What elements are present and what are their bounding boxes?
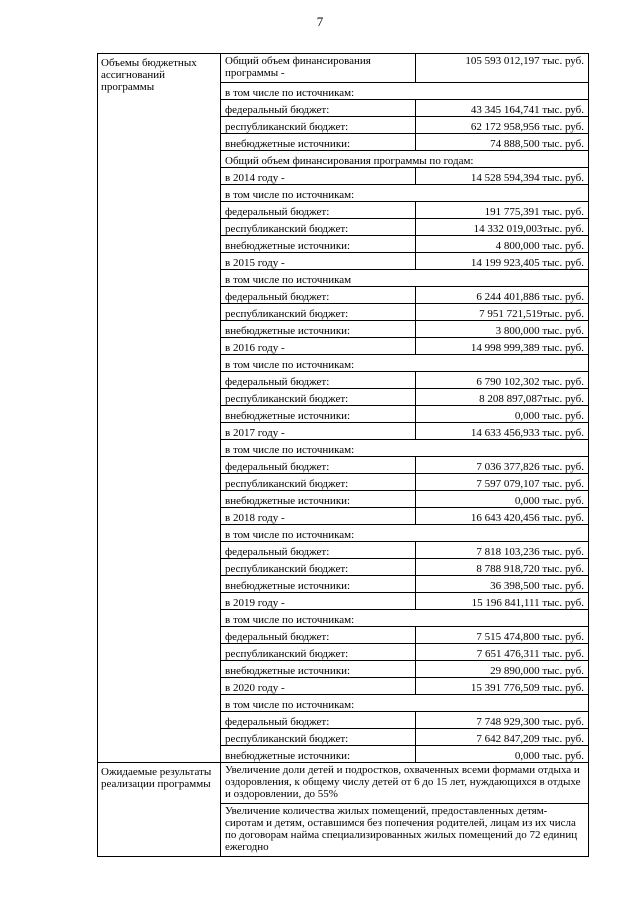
- year-row-value: 15 391 776,509 тыс. руб.: [415, 678, 588, 695]
- year-row-label: в 2018 году -: [221, 508, 415, 525]
- results-row: [98, 763, 589, 857]
- year-sub-row: [221, 610, 588, 627]
- year-source-row: [221, 644, 588, 661]
- year-source-row-label: федеральный бюджет:: [221, 287, 415, 304]
- year-source-row: [221, 236, 588, 253]
- year-sub-row: [221, 355, 588, 372]
- year-row-label: в 2019 году -: [221, 593, 415, 610]
- year-sub-row-text: в том числе по источникам:: [221, 610, 588, 627]
- year-source-row-value: 7 818 103,236 тыс. руб.: [415, 542, 588, 559]
- source-row: [221, 134, 588, 151]
- total-row-value: 105 593 012,197 тыс. руб.: [415, 54, 588, 83]
- year-source-row-label: внебюджетные источники:: [221, 236, 415, 253]
- year-source-row-value: 8 208 897,087тыс. руб.: [415, 389, 588, 406]
- by-source-row: [221, 83, 588, 100]
- year-source-row: [221, 457, 588, 474]
- year-source-row: [221, 372, 588, 389]
- year-source-row-value: 7 748 929,300 тыс. руб.: [415, 712, 588, 729]
- year-source-row: [221, 491, 588, 508]
- total-row-label: Общий объем финансирования программы -: [221, 54, 415, 83]
- year-source-row-label: республиканский бюджет:: [221, 304, 415, 321]
- year-row-label: в 2017 году -: [221, 423, 415, 440]
- year-source-row-label: внебюджетные источники:: [221, 406, 415, 423]
- year-source-row-label: внебюджетные источники:: [221, 491, 415, 508]
- year-source-row-label: республиканский бюджет:: [221, 389, 415, 406]
- year-source-row: [221, 304, 588, 321]
- year-source-row: [221, 321, 588, 338]
- year-row: [221, 423, 588, 440]
- year-row-label: в 2016 году -: [221, 338, 415, 355]
- year-source-row: [221, 474, 588, 491]
- year-source-row-label: республиканский бюджет:: [221, 644, 415, 661]
- year-source-row-label: федеральный бюджет:: [221, 627, 415, 644]
- source-row-label: федеральный бюджет:: [221, 100, 415, 117]
- year-source-row-label: внебюджетные источники:: [221, 576, 415, 593]
- year-source-row-value: 36 398,500 тыс. руб.: [415, 576, 588, 593]
- year-source-row-value: 0,000 тыс. руб.: [415, 406, 588, 423]
- year-source-row-value: 4 800,000 тыс. руб.: [415, 236, 588, 253]
- year-sub-row-text: в том числе по источникам: [221, 270, 588, 287]
- year-source-row-label: республиканский бюджет:: [221, 474, 415, 491]
- source-row: [221, 117, 588, 134]
- year-source-row-value: 6 790 102,302 тыс. руб.: [415, 372, 588, 389]
- year-row-value: 16 643 420,456 тыс. руб.: [415, 508, 588, 525]
- year-source-row-value: 7 951 721,519тыс. руб.: [415, 304, 588, 321]
- year-row: [221, 338, 588, 355]
- year-row: [221, 168, 588, 185]
- budget-label: Объемы бюджетных ассигнований программы: [98, 54, 221, 763]
- year-source-row-label: федеральный бюджет:: [221, 542, 415, 559]
- year-source-row: [221, 219, 588, 236]
- year-source-row-label: республиканский бюджет:: [221, 729, 415, 746]
- year-row: [221, 253, 588, 270]
- year-source-row: [221, 542, 588, 559]
- results-data: [221, 763, 589, 857]
- year-sub-row-text: в том числе по источникам:: [221, 185, 588, 202]
- year-row-label: в 2015 году -: [221, 253, 415, 270]
- page-number: 7: [316, 14, 324, 29]
- year-source-row-label: внебюджетные источники:: [225, 750, 351, 762]
- year-source-row-label: федеральный бюджет:: [221, 712, 415, 729]
- year-row-value: 15 196 841,111 тыс. руб.: [415, 593, 588, 610]
- year-source-row-value: 7 515 474,800 тыс. руб.: [415, 627, 588, 644]
- year-source-row: [221, 627, 588, 644]
- year-row-value: 14 998 999,389 тыс. руб.: [415, 338, 588, 355]
- year-source-row-label: федеральный бюджет:: [221, 457, 415, 474]
- year-sub-row: [221, 695, 588, 712]
- year-source-row: [221, 661, 588, 678]
- total-row: [221, 54, 588, 83]
- year-source-row-label: федеральный бюджет:: [221, 202, 415, 219]
- year-source-row-label: внебюджетные источники:: [221, 321, 415, 338]
- year-source-row: [221, 576, 588, 593]
- year-source-row-value: 0,000 тыс. руб.: [415, 746, 588, 763]
- year-source-row: [221, 389, 588, 406]
- by-source-row-text: в том числе по источникам:: [221, 83, 588, 100]
- budget-data: [221, 54, 589, 763]
- year-source-row-label: республиканский бюджет:: [221, 219, 415, 236]
- year-sub-row: [221, 440, 588, 457]
- year-sub-row-text: в том числе по источникам:: [221, 440, 588, 457]
- year-sub-row: [221, 185, 588, 202]
- budget-inner-table: [221, 54, 588, 762]
- year-row: [221, 508, 588, 525]
- year-sub-row-text: в том числе по источникам:: [221, 695, 588, 712]
- year-source-row-value: 7 642 847,209 тыс. руб.: [415, 729, 588, 746]
- source-row-value: 43 345 164,741 тыс. руб.: [415, 100, 588, 117]
- year-sub-row-text: в том числе по источникам:: [221, 355, 588, 372]
- year-row-label: в 2020 году -: [221, 678, 415, 695]
- year-source-row-label: федеральный бюджет:: [221, 372, 415, 389]
- year-sub-row: [221, 270, 588, 287]
- source-row-label: республиканский бюджет:: [221, 117, 415, 134]
- year-source-row-value: 0,000 тыс. руб.: [415, 491, 588, 508]
- year-source-row-value: 191 775,391 тыс. руб.: [415, 202, 588, 219]
- source-row-label: внебюджетные источники:: [221, 134, 415, 151]
- year-source-row-value: 8 788 918,720 тыс. руб.: [415, 559, 588, 576]
- year-source-row-value: 14 332 019,003тыс. руб.: [415, 219, 588, 236]
- year-source-row-value: 7 597 079,107 тыс. руб.: [415, 474, 588, 491]
- year-source-row: [221, 729, 588, 746]
- source-row-value: 62 172 958,956 тыс. руб.: [415, 117, 588, 134]
- year-source-row-value: 3 800,000 тыс. руб.: [415, 321, 588, 338]
- year-source-row: [221, 559, 588, 576]
- year-source-row-label: внебюджетные источники:: [221, 661, 415, 678]
- year-source-row: [221, 406, 588, 423]
- year-source-row-value: 6 244 401,886 тыс. руб.: [415, 287, 588, 304]
- results-label: Ожидаемые результаты реализации программы: [98, 763, 221, 857]
- by-years-row-text: Общий объем финансирования программы по годам:: [221, 151, 588, 168]
- source-row-value: 74 888,500 тыс. руб.: [415, 134, 588, 151]
- year-row-value: 14 199 923,405 тыс. руб.: [415, 253, 588, 270]
- year-row-value: 14 528 594,394 тыс. руб.: [415, 168, 588, 185]
- year-source-row-value: 29 890,000 тыс. руб.: [415, 661, 588, 678]
- year-row: [221, 678, 588, 695]
- year-source-row-value: 7 651 476,311 тыс. руб.: [415, 644, 588, 661]
- year-row-label: в 2014 году -: [221, 168, 415, 185]
- by-years-row: [221, 151, 588, 168]
- year-row-value: 14 633 456,933 тыс. руб.: [415, 423, 588, 440]
- year-source-row: [221, 287, 588, 304]
- program-passport-table: [97, 53, 589, 857]
- year-source-row: [221, 202, 588, 219]
- year-sub-row-text: в том числе по источникам:: [221, 525, 588, 542]
- result-item: Увеличение количества жилых помещений, предоставленных детям-сиротам и детям, оставшимся без попечения родителей, лицам из их числа по договорам найма специализированных жилых помещений до 72 единиц ежегодно: [225, 805, 578, 853]
- source-row: [221, 100, 588, 117]
- budget-row: [98, 54, 589, 763]
- year-row: [221, 593, 588, 610]
- year-source-row-value: 7 036 377,826 тыс. руб.: [415, 457, 588, 474]
- year-source-row: [221, 712, 588, 729]
- result-item: Увеличение доли детей и подростков, охваченных всеми формами отдыха и оздоровления, к общему числу детей от 6 до 15 лет, нуждающихся в отдыхе и оздоровлении, до 55%: [221, 763, 588, 804]
- year-source-row: [221, 746, 588, 763]
- year-source-row-label: республиканский бюджет:: [221, 559, 415, 576]
- year-sub-row: [221, 525, 588, 542]
